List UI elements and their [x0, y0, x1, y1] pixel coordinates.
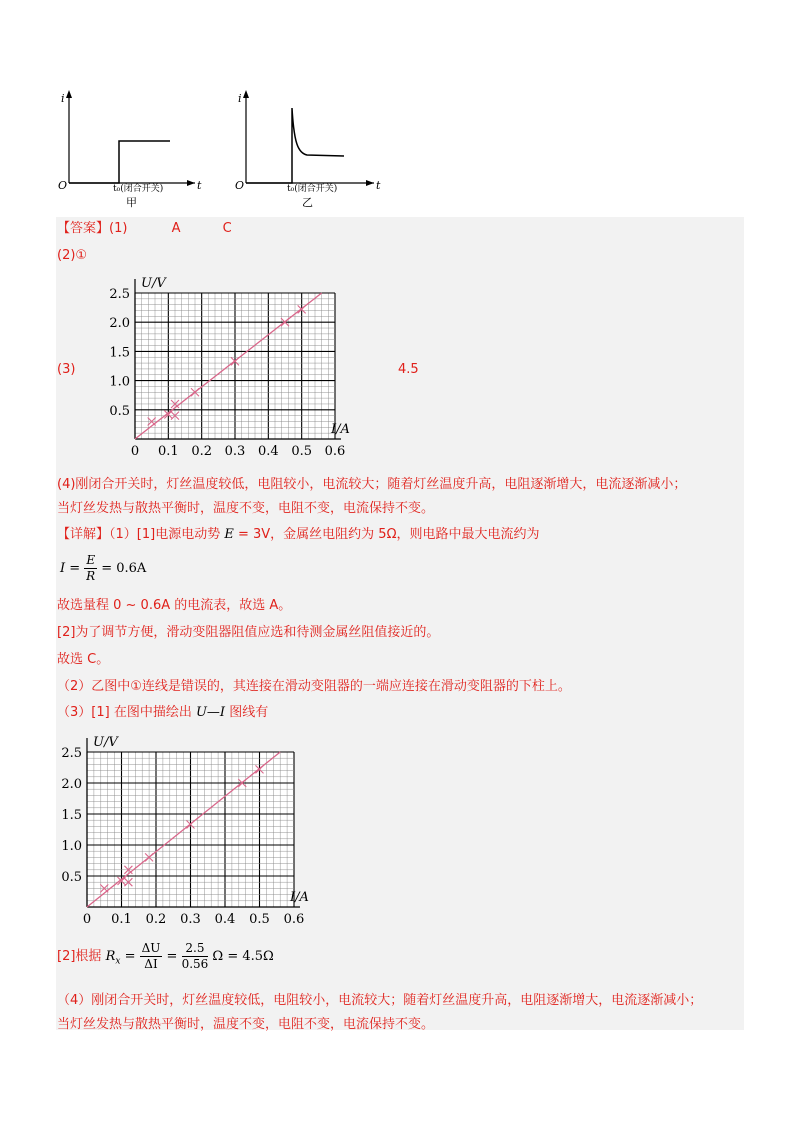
x-tick-label: 0.3 [224, 444, 246, 459]
x-tick-label: 0.1 [157, 444, 179, 459]
y-tick-label: 2.5 [61, 746, 82, 761]
x-axis-label: t [376, 179, 381, 192]
y-axis-label: i [238, 92, 242, 105]
answer-line-1 [57, 220, 232, 238]
part1-label: (1) [109, 221, 128, 236]
explain-line-9: 当灯丝发热与散热平衡时，温度不变，电阻不变，电流保持不变。 [57, 1017, 435, 1032]
explain-line-1 [57, 526, 540, 544]
chart-answer [105, 271, 365, 466]
ui-symbol: U—I [195, 705, 226, 720]
x-tick-label: 0 [130, 444, 140, 459]
x-tick-label: 0.2 [145, 912, 167, 927]
x-tick-label: 0.4 [257, 444, 279, 459]
y-tick-label: 2.0 [61, 777, 82, 792]
y-tick-label: 0.5 [109, 403, 130, 419]
x-axis-label: I/A [331, 422, 350, 437]
x-tick-label: 0.3 [180, 912, 201, 927]
y-axis-label: i [61, 92, 65, 105]
emf-symbol: E [224, 527, 234, 542]
y-tick-label: 1.0 [61, 839, 82, 854]
x-tick-label: 0.4 [214, 912, 236, 927]
figure-caption: 甲 [126, 196, 137, 209]
part1-answer-a: A [171, 221, 181, 236]
resistance-subscript: x [115, 956, 121, 967]
x-tick-label: 0.6 [324, 444, 346, 459]
part3-value: 4.5 [398, 362, 419, 377]
resistance-result: Ω = 4.5Ω [212, 949, 274, 964]
x-tick-label: 0.6 [283, 912, 305, 927]
y-tick-label: 0.5 [61, 870, 82, 885]
x-tick-label: 0.1 [111, 912, 132, 927]
part4-line-2: 当灯丝发热与散热平衡时，温度不变，电阻不变，电流保持不变。 [57, 501, 435, 516]
explain-line-6 [57, 704, 268, 722]
delta-i: ΔI [144, 957, 158, 971]
x-tick-label: 0.5 [249, 912, 270, 927]
formula-fraction [84, 553, 97, 584]
y-axis-label: U/V [141, 276, 166, 291]
explain-text: （1）[1]电源电动势 [109, 527, 221, 542]
figure-yi [232, 88, 392, 218]
figure-caption: 乙 [302, 196, 313, 209]
x-axis-label: I/A [290, 890, 309, 905]
explain-line-7 [57, 940, 274, 979]
explain-line-8: （4）刚闭合开关时，灯丝温度较低，电阻较小，电流较大；随着灯丝温度升高，电阻逐渐增大，电流逐渐减小； [57, 993, 703, 1008]
figure-jia [55, 88, 202, 218]
explain-text: = 3V，金属丝电阻约为 5Ω，则电路中最大电流约为 [233, 527, 540, 542]
t0-label: t₀(闭合开关) [113, 184, 164, 194]
y-tick-label: 1.5 [61, 808, 82, 823]
formula-numerator: E [86, 553, 96, 567]
explain-line-2: 故选量程 0 ~ 0.6A 的电流表，故选 A。 [57, 598, 292, 613]
explain-header: 【详解】 [57, 527, 110, 542]
y-tick-label: 2.5 [109, 287, 130, 302]
explain-line-4: 故选 C。 [57, 652, 110, 667]
formula-rhs: = 0.6A [101, 561, 147, 576]
denominator-value: 0.56 [181, 957, 209, 971]
formula-lhs: I [60, 561, 66, 576]
t0-label: t₀(闭合开关) [287, 184, 338, 194]
explain-line-5: （2）乙图中①连线是错误的，其连接在滑动变阻器的一端应连接在滑动变阻器的下柱上。 [57, 679, 571, 694]
x-tick-label: 0.5 [291, 444, 313, 459]
part2-label: (2)① [57, 248, 88, 263]
origin-label: O [235, 179, 245, 192]
y-tick-label: 2.0 [109, 316, 130, 332]
y-tick-label: 1.0 [109, 374, 130, 390]
formula-current: I = $\frac{E}{R}$ = 0.6A [60, 553, 147, 583]
y-axis-label: U/V [93, 735, 118, 750]
chart-explain [55, 727, 330, 932]
resistance-symbol: R [105, 949, 116, 964]
x-tick-label: 0.2 [191, 444, 213, 459]
x-axis-label: t [197, 179, 202, 192]
numerator-value: 2.5 [182, 941, 209, 957]
delta-u: ΔU [141, 941, 161, 955]
part3-label: (3) [57, 362, 76, 377]
explain-text: （3）[1] 在图中描绘出 [57, 705, 192, 720]
origin-label: O [58, 179, 68, 192]
formula-denominator: R [86, 569, 96, 583]
part1-answer-b: C [222, 221, 232, 236]
x-tick-label: 0 [82, 912, 92, 927]
y-tick-label: 1.5 [109, 345, 130, 361]
part4-line-1: (4)刚闭合开关时，灯丝温度较低，电阻较小，电流较大；随着灯丝温度升高，电阻逐渐增大，电流逐渐减小； [57, 477, 687, 492]
resistance-formula: $R_x$ = $\frac{\Delta U}{\Delta I}$ = $\frac{2.5}{0.56}$ Ω = 4.5Ω [105, 941, 274, 971]
explain-text: 图线有 [229, 705, 269, 720]
explain-line-3: [2]为了调节方便，滑动变阻器阻值应选和待测金属丝阻值接近的。 [57, 625, 440, 640]
explain-text: [2]根据 [57, 949, 102, 964]
answer-header: 【答案】 [57, 221, 110, 236]
